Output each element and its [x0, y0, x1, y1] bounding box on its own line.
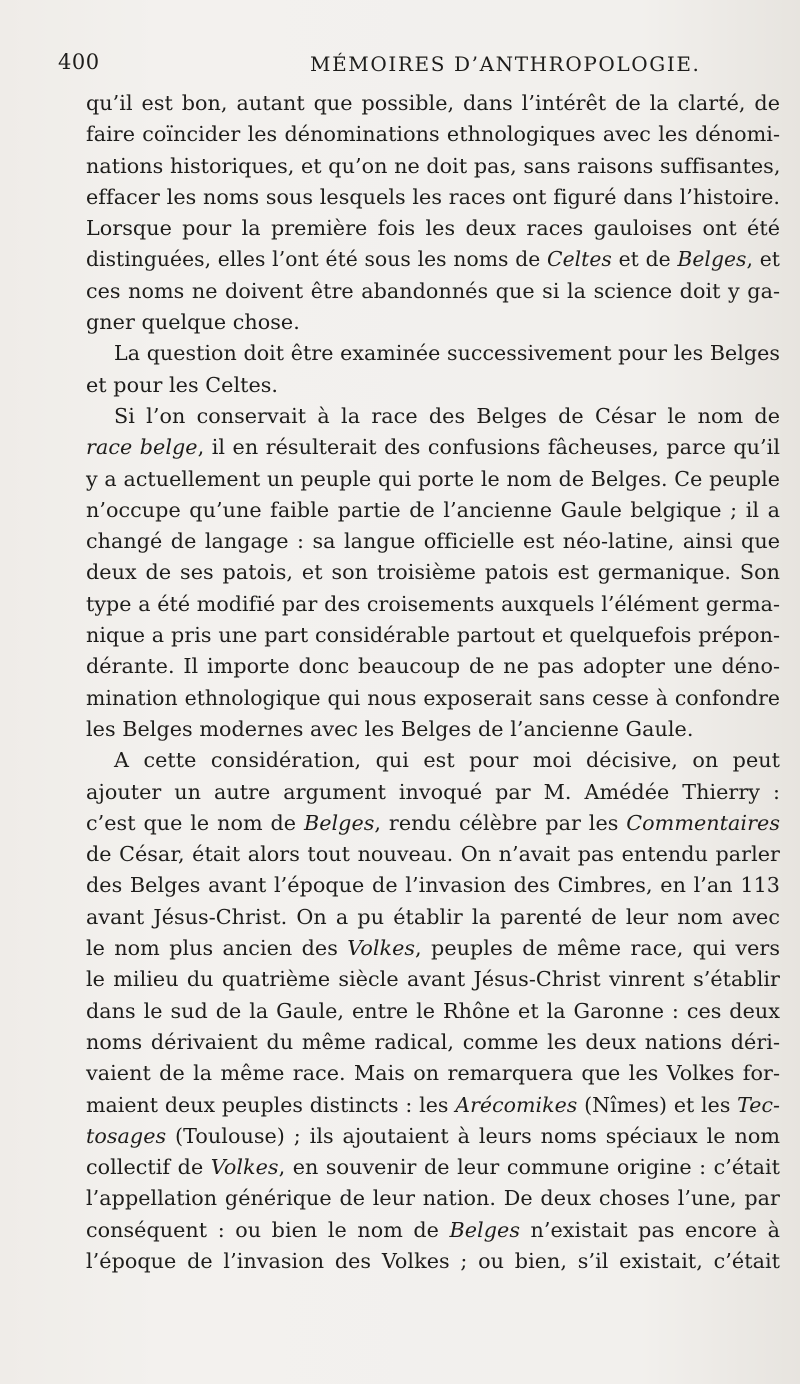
- italic-term: race belge: [86, 435, 198, 460]
- italic-term: Arécomikes: [455, 1092, 578, 1117]
- italic-term: Belges: [677, 247, 747, 272]
- text-run: collectif de: [86, 1155, 211, 1180]
- text-run: effacer les noms sous lesquels les races ont figuré dans l’histoire.: [86, 184, 780, 209]
- italic-term: Commentaires: [626, 810, 780, 835]
- text-run: , il en résulterait des confusions fâcheuses, parce qu’il: [197, 435, 781, 460]
- italic-term: Volkes: [347, 936, 416, 961]
- text-line: [86, 870, 780, 901]
- text-run: , et: [746, 247, 780, 272]
- text-line: [86, 839, 780, 870]
- text-line: [86, 1058, 780, 1089]
- text-line: [86, 1090, 780, 1121]
- text-run: , rendu célèbre par les: [374, 810, 627, 835]
- text-line: [86, 1121, 780, 1152]
- text-run: de César, était alors tout nouveau. On n’avait pas entendu parler: [86, 842, 780, 867]
- running-title: MÉMOIRES D’ANTHROPOLOGIE.: [310, 52, 701, 76]
- italic-term: tosages: [86, 1123, 167, 1148]
- text-line: [86, 119, 780, 150]
- text-run: qu’il est bon, autant que possible, dans l’intérêt de la clarté, de: [86, 91, 780, 115]
- text-line: [86, 526, 780, 557]
- text-line: [86, 213, 780, 244]
- text-line: [86, 432, 780, 463]
- italic-term: Belges: [449, 1217, 520, 1242]
- text-run: type a été modifié par des croisements auxquels l’élément germa-: [86, 591, 780, 616]
- text-line: [86, 276, 780, 307]
- text-line: [86, 401, 780, 432]
- text-run: faire coïncider les dénominations ethnologiques avec les dénomi-: [86, 122, 780, 147]
- body-text: [86, 88, 780, 1277]
- text-run: maient deux peuples distincts : les: [86, 1092, 456, 1117]
- text-line: [86, 557, 780, 588]
- text-run: le milieu du quatrième siècle avant Jésus-Christ vinrent s’établir: [86, 967, 780, 992]
- italic-term: Tec-: [737, 1092, 780, 1117]
- text-run: noms dérivaient du même radical, comme les deux nations déri-: [86, 1029, 780, 1054]
- text-line: [86, 182, 780, 213]
- text-line: [86, 964, 780, 995]
- text-line: [86, 589, 780, 620]
- text-run: ces noms ne doivent être abandonnés que si la science doit y ga-: [86, 278, 780, 303]
- text-run: (Nîmes) et les: [577, 1092, 738, 1117]
- text-run: nique a pris une part considérable partout et quelquefois prépon-: [86, 623, 780, 648]
- text-run: y a actuellement un peuple qui porte le nom de Belges. Ce peuple: [86, 466, 780, 491]
- text-run: vaient de la même race. Mais on remarquera que les Volkes for-: [86, 1061, 780, 1086]
- text-line: [86, 244, 780, 275]
- text-line: [86, 745, 780, 776]
- text-line: [86, 464, 780, 495]
- text-run: c’est que le nom de: [86, 810, 304, 835]
- text-line: [86, 307, 780, 338]
- text-run: l’appellation générique de leur nation. De deux choses l’une, par: [86, 1186, 780, 1211]
- text-run: les Belges modernes avec les Belges de l’ancienne Gaule.: [86, 716, 694, 741]
- text-line: [86, 88, 780, 119]
- text-line: [86, 1152, 780, 1183]
- text-run: le nom plus ancien des: [86, 936, 348, 961]
- text-run: n’occupe qu’une faible partie de l’ancienne Gaule belgique ; il a: [86, 497, 780, 522]
- text-line: [86, 495, 780, 526]
- text-run: conséquent : ou bien le nom de: [86, 1217, 450, 1242]
- text-line: [86, 714, 780, 745]
- text-line: [86, 370, 780, 401]
- text-run: et de: [611, 247, 678, 272]
- text-run: Si l’on conservait à la race des Belges de César le nom de: [114, 403, 780, 428]
- text-run: deux de ses patois, et son troisième patois est germanique. Son: [86, 560, 780, 585]
- text-line: [86, 777, 780, 808]
- italic-term: Volkes: [210, 1155, 279, 1180]
- italic-term: Belges: [303, 810, 375, 835]
- text-run: Lorsque pour la première fois les deux races gauloises ont été: [86, 216, 780, 241]
- text-run: des Belges avant l’époque de l’invasion des Cimbres, en l’an 113: [86, 873, 780, 898]
- text-line: [86, 620, 780, 651]
- text-run: n’existait pas encore à: [519, 1217, 780, 1242]
- text-line: [86, 1027, 780, 1058]
- text-run: avant Jésus-Christ. On a pu établir la parenté de leur nom avec: [86, 904, 780, 929]
- page-header: [58, 50, 778, 84]
- text-run: distinguées, elles l’ont été sous les noms de: [86, 247, 548, 272]
- text-run: A cette considération, qui est pour moi décisive, on peut: [114, 748, 780, 773]
- text-line: [86, 933, 780, 964]
- text-run: changé de langage : sa langue officielle est néo-latine, ainsi que: [86, 529, 780, 554]
- italic-term: Celtes: [547, 247, 612, 272]
- text-line: [86, 651, 780, 682]
- text-run: mination ethnologique qui nous exposerait sans cesse à confondre: [86, 685, 780, 710]
- text-line: [86, 1215, 780, 1246]
- text-line: [86, 902, 780, 933]
- text-line: [86, 338, 780, 369]
- text-run: La question doit être examinée successivement pour les Belges: [114, 341, 780, 366]
- text-run: (Toulouse) ; ils ajoutaient à leurs noms spéciaux le nom: [166, 1123, 780, 1148]
- text-line: [86, 1246, 780, 1277]
- text-run: l’époque de l’invasion des Volkes ; ou bien, s’il existait, c’était: [86, 1248, 780, 1273]
- text-run: , peuples de même race, qui vers: [415, 936, 780, 961]
- text-run: , en souvenir de leur commune origine : c’était: [278, 1155, 780, 1180]
- text-run: gner quelque chose.: [86, 310, 300, 335]
- text-line: [86, 151, 780, 182]
- text-run: ajouter un autre argument invoqué par M. Amédée Thierry :: [86, 779, 780, 804]
- text-line: [86, 996, 780, 1027]
- text-run: dérante. Il importe donc beaucoup de ne pas adopter une déno-: [86, 654, 780, 679]
- text-line: [86, 1183, 780, 1214]
- text-run: nations historiques, et qu’on ne doit pas, sans raisons suffisantes,: [86, 153, 781, 178]
- page-number: 400: [58, 50, 100, 74]
- text-line: [86, 683, 780, 714]
- text-line: [86, 808, 780, 839]
- text-run: et pour les Celtes.: [86, 372, 279, 397]
- text-run: dans le sud de la Gaule, entre le Rhône et la Garonne : ces deux: [86, 998, 780, 1023]
